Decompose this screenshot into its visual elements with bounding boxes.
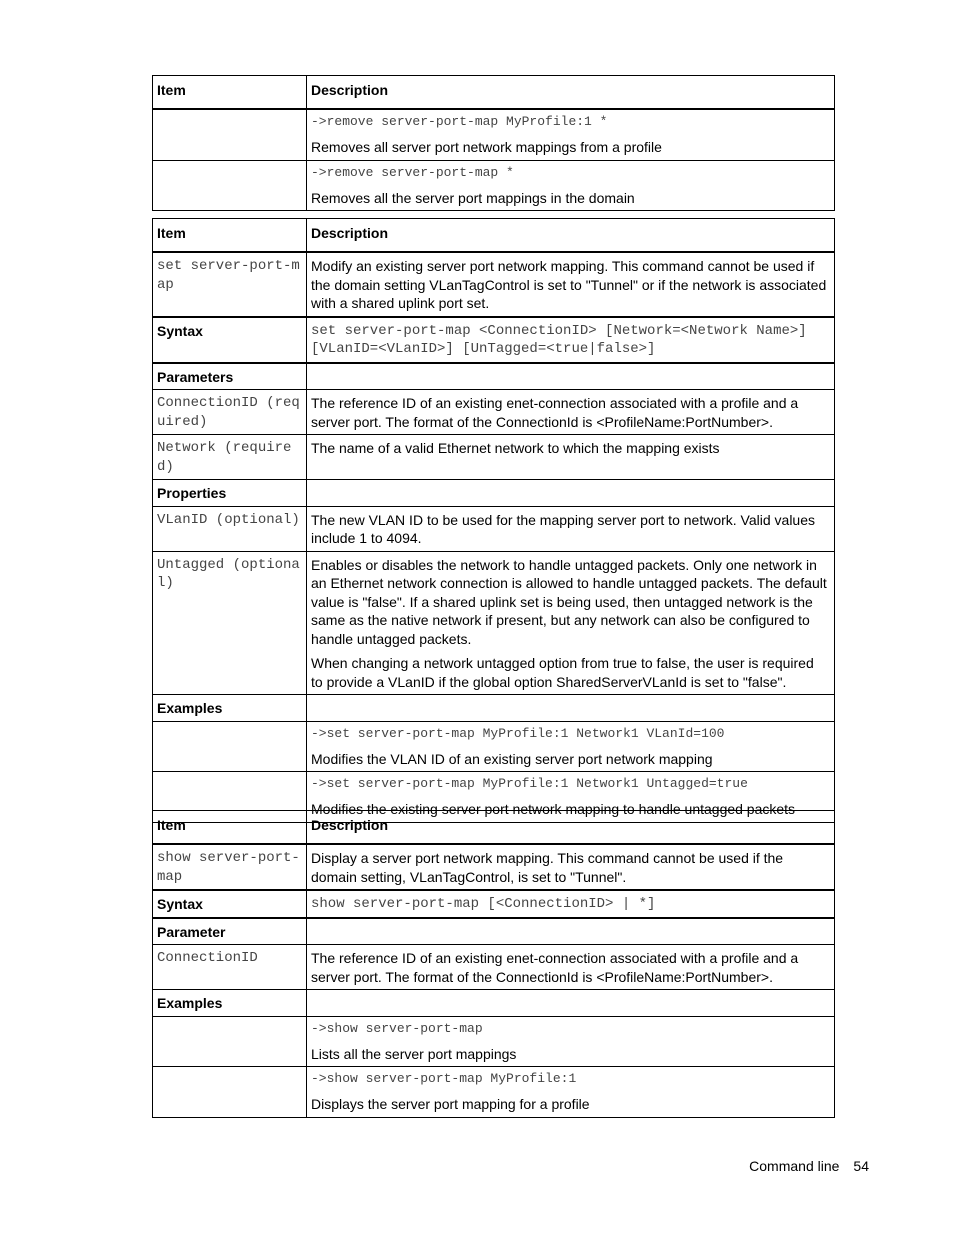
example-text: Modifies the VLAN ID of an existing server port network mapping bbox=[311, 750, 713, 767]
section-row bbox=[153, 990, 835, 1017]
syntax-text: set server-port-map <ConnectionID> [Network=<Network Name>] [VLanID=<VLanID>] [UnTagged=<true|false>] bbox=[307, 317, 835, 363]
table-row bbox=[153, 945, 835, 990]
empty-cell bbox=[153, 109, 307, 160]
table-header-row bbox=[153, 219, 835, 253]
empty-cell bbox=[307, 990, 835, 1017]
table-row bbox=[153, 390, 835, 435]
syntax-label: Syntax bbox=[153, 317, 307, 363]
example-code: ->remove server-port-map * bbox=[311, 164, 514, 180]
examples-label: Examples bbox=[153, 695, 307, 722]
example-text: Displays the server port mapping for a profile bbox=[311, 1096, 590, 1112]
empty-cell bbox=[153, 160, 307, 211]
example-text: Removes all the server port mappings in the domain bbox=[311, 189, 635, 206]
parameter-name: ConnectionID (required) bbox=[153, 390, 307, 435]
parameter-name: ConnectionID bbox=[153, 945, 307, 990]
table-row bbox=[153, 551, 835, 695]
property-name: Untagged (optional) bbox=[153, 551, 307, 695]
example-cell bbox=[307, 160, 835, 211]
example-cell bbox=[307, 109, 835, 160]
command-name: show server-port-map bbox=[153, 844, 307, 890]
item-header: Item bbox=[153, 219, 307, 253]
section-row bbox=[153, 918, 835, 945]
empty-cell bbox=[307, 695, 835, 722]
empty-cell bbox=[153, 1067, 307, 1118]
table-row bbox=[153, 435, 835, 480]
syntax-text: show server-port-map [<ConnectionID> | *] bbox=[307, 890, 835, 918]
example-cell bbox=[307, 721, 835, 772]
example-code: ->set server-port-map MyProfile:1 Network1 VLanId=100 bbox=[311, 725, 725, 741]
example-code: ->show server-port-map MyProfile:1 bbox=[311, 1071, 577, 1086]
description-header: Description bbox=[307, 219, 835, 253]
example-cell bbox=[307, 1016, 835, 1067]
example-text: Modifies the existing server port network mapping to handle untagged packets bbox=[311, 801, 796, 817]
section-row bbox=[153, 363, 835, 390]
example-text: Lists all the server port mappings bbox=[311, 1045, 517, 1062]
description-header: Description bbox=[307, 76, 835, 110]
command-name: set server-port-map bbox=[153, 252, 307, 317]
examples-label: Examples bbox=[153, 990, 307, 1017]
syntax-row bbox=[153, 890, 835, 918]
item-header: Item bbox=[153, 76, 307, 110]
show-server-port-map-table bbox=[152, 810, 835, 1118]
property-description bbox=[307, 551, 835, 695]
parameters-label: Parameters bbox=[153, 363, 307, 390]
command-row bbox=[153, 252, 835, 317]
example-text: Removes all server port network mappings from a profile bbox=[311, 139, 662, 155]
example-code: ->remove server-port-map MyProfile:1 * bbox=[311, 114, 608, 129]
empty-cell bbox=[307, 363, 835, 390]
description-header: Description bbox=[307, 811, 835, 845]
table-row bbox=[153, 109, 835, 160]
command-description: Modify an existing server port network mapping. This command cannot be used if the domain setting VLanTagControl is set to "Tunnel" or if the network is associated with a shared uplink port set. bbox=[307, 252, 835, 317]
table-header-row bbox=[153, 811, 835, 845]
syntax-label: Syntax bbox=[153, 890, 307, 918]
page-number: 54 bbox=[853, 1158, 869, 1174]
section-row bbox=[153, 695, 835, 722]
table-row bbox=[153, 1067, 835, 1118]
page-footer bbox=[749, 1158, 869, 1174]
item-header: Item bbox=[153, 811, 307, 845]
section-row bbox=[153, 480, 835, 507]
example-code: ->set server-port-map MyProfile:1 Network1 Untagged=true bbox=[311, 776, 748, 791]
parameter-description: The name of a valid Ethernet network to which the mapping exists bbox=[307, 435, 835, 480]
table-row bbox=[153, 721, 835, 772]
parameter-description: The reference ID of an existing enet-connection associated with a profile and a server port. The format of the ConnectionId is <ProfileName:PortNumber>. bbox=[307, 945, 835, 990]
empty-cell bbox=[307, 480, 835, 507]
remove-examples-table bbox=[152, 75, 835, 211]
properties-label: Properties bbox=[153, 480, 307, 507]
example-code: ->show server-port-map bbox=[311, 1020, 483, 1036]
syntax-row bbox=[153, 317, 835, 363]
footer-section: Command line bbox=[749, 1158, 840, 1174]
parameter-description: The reference ID of an existing enet-connection associated with a profile and a server port. The format of the ConnectionId is <ProfileName:PortNumber>. bbox=[307, 390, 835, 435]
command-description: Display a server port network mapping. This command cannot be used if the domain setting, VLanTagControl, is set to "Tunnel". bbox=[307, 844, 835, 890]
set-server-port-map-table bbox=[152, 218, 835, 823]
empty-cell bbox=[153, 1016, 307, 1067]
example-cell bbox=[307, 1067, 835, 1118]
parameter-name: Network (required) bbox=[153, 435, 307, 480]
property-description: The new VLAN ID to be used for the mapping server port to network. Valid values include 1 to 4094. bbox=[307, 506, 835, 551]
table-header-row bbox=[153, 76, 835, 110]
parameter-label: Parameter bbox=[153, 918, 307, 945]
table-row bbox=[153, 506, 835, 551]
property-name: VLanID (optional) bbox=[153, 506, 307, 551]
table-row bbox=[153, 1016, 835, 1067]
table-row bbox=[153, 160, 835, 211]
empty-cell bbox=[307, 918, 835, 945]
property-text: Enables or disables the network to handle untagged packets. Only one network in an Ethernet network connection is allowed to handle untagged packets. The default value is "false". If a shared uplink set is being used, then untagged network is the same as the native network if present, but any network can also be configured to handle untagged packets. bbox=[311, 556, 827, 647]
command-row bbox=[153, 844, 835, 890]
empty-cell bbox=[153, 721, 307, 772]
property-note: When changing a network untagged option from true to false, the user is required to provide a VLanID if the global option SharedServerVLanId is set to "false". bbox=[311, 655, 814, 690]
